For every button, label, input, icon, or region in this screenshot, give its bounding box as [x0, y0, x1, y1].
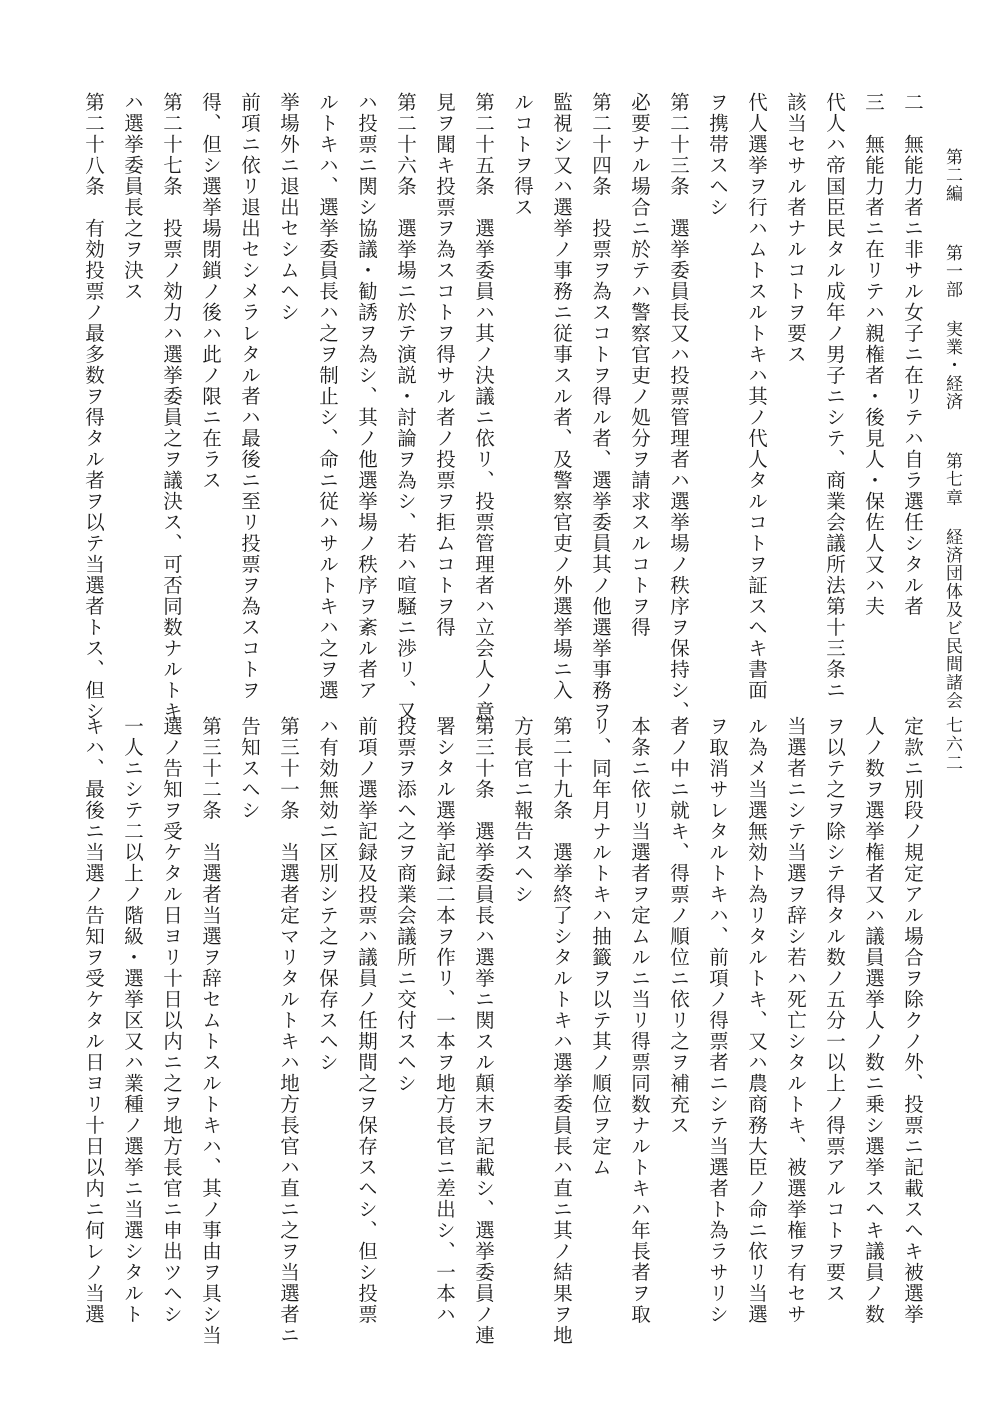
- text-column: 見ヲ聞キ投票ヲ為スコトヲ得サル者ノ投票ヲ拒ムコトヲ得: [433, 92, 456, 638]
- text-column: 前項ノ選挙記録及投票ハ議員ノ任期間之ヲ保存スヘシ、但シ投票: [355, 716, 378, 1325]
- text-column: 一人ニシテ二以上ノ階級・選挙区又ハ業種ノ選挙ニ当選シタルト: [121, 716, 144, 1325]
- text-column: ヲ取消サレタルトキハ、前項ノ得票者ニシテ当選者ト為ラサリシ: [706, 716, 729, 1325]
- text-column: 第三十一条 当選者定マリタルトキハ地方長官ハ直ニ之ヲ当選者ニ: [277, 716, 300, 1346]
- text-column: 監視シ又ハ選挙ノ事務ニ従事スル者、及警察官吏ノ外選挙場ニ入: [550, 92, 573, 701]
- page-number: 七六二: [942, 716, 962, 773]
- text-column: 第三十二条 当選者当選ヲ辞セムトスルトキハ、其ノ事由ヲ具シ当: [199, 716, 222, 1346]
- header-part: 第二編: [942, 148, 962, 203]
- text-column: ルコトヲ得ス: [511, 92, 534, 218]
- text-column: 第二十三条 選挙委員長又ハ投票管理者ハ選挙場ノ秩序ヲ保持シ、: [667, 92, 690, 722]
- text-column: 該当セサル者ナルコトヲ要ス: [784, 92, 807, 365]
- text-column: 定款ニ別段ノ規定アル場合ヲ除クノ外、投票ニ記載スヘキ被選挙: [901, 716, 924, 1325]
- text-column: 第二十六条 選挙場ニ於テ演説・討論ヲ為シ、若ハ喧騒ニ渉リ、又: [394, 92, 417, 722]
- text-column: 者ノ中ニ就キ、得票ノ順位ニ依リ之ヲ補充ス: [667, 716, 690, 1136]
- text-column: キハ、最後ニ当選ノ告知ヲ受ケタル日ヨリ十日以内ニ何レノ当選: [82, 716, 105, 1325]
- text-column: 第二十九条 選挙終了シタルトキハ選挙委員長ハ直ニ其ノ結果ヲ地: [550, 716, 573, 1346]
- text-column: 第三十条 選挙委員長ハ選挙ニ関スル顛末ヲ記載シ、選挙委員ノ連: [472, 716, 495, 1346]
- header-chapter: 第七章 経済団体及ビ民間諸会: [942, 451, 962, 710]
- text-column: 方長官ニ報告スヘシ: [511, 716, 534, 905]
- text-column: 前項ニ依リ退出セシメラレタル者ハ最後ニ至リ投票ヲ為スコトヲ: [238, 92, 261, 701]
- text-column: 第二十八条 有効投票ノ最多数ヲ得タル者ヲ以テ当選者トス、但シ: [82, 92, 105, 722]
- text-column: ハ有効無効ニ区別シテ之ヲ保存スヘシ: [316, 716, 339, 1073]
- text-column: 本条ニ依リ当選者ヲ定ムルニ当リ得票同数ナルトキハ年長者ヲ取: [628, 716, 651, 1325]
- running-header: [940, 148, 965, 730]
- text-column: 代人選挙ヲ行ハムトスルトキハ其ノ代人タルコトヲ証スヘキ書面: [745, 92, 768, 701]
- text-column: 得、但シ選挙場閉鎖ノ後ハ此ノ限ニ在ラス: [199, 92, 222, 491]
- text-column: 代人ハ帝国臣民タル成年ノ男子ニシテ、商業会議所法第十三条ニ: [823, 92, 846, 701]
- text-column: 必要ナル場合ニ於テハ警察官吏ノ処分ヲ請求スルコトヲ得: [628, 92, 651, 638]
- text-column: リ、同年月ナルトキハ抽籤ヲ以テ其ノ順位ヲ定ム: [589, 716, 612, 1178]
- text-column: ハ投票ニ関シ協議・勧誘ヲ為シ、其ノ他選挙場ノ秩序ヲ紊ル者ア: [355, 92, 378, 701]
- text-column: 署シタル選挙記録二本ヲ作リ、一本ヲ地方長官ニ差出シ、一本ハ: [433, 716, 456, 1325]
- text-column: ヲ以テ之ヲ除シテ得タル数ノ五分一以上ノ得票アルコトヲ要ス: [823, 716, 846, 1304]
- text-column: ヲ携帯スヘシ: [706, 92, 729, 218]
- text-column: 当選者ニシテ当選ヲ辞シ若ハ死亡シタルトキ、被選挙権ヲ有セサ: [784, 716, 807, 1325]
- text-column: 選ノ告知ヲ受ケタル日ヨリ十日以内ニ之ヲ地方長官ニ申出ツヘシ: [160, 716, 183, 1325]
- text-column: ハ選挙委員長之ヲ決ス: [121, 92, 144, 302]
- text-column: 二 無能力者ニ非サル女子ニ在リテハ自ラ選任シタル者: [901, 92, 924, 617]
- text-column: 三 無能力者ニ在リテハ親権者・後見人・保佐人又ハ夫: [862, 92, 885, 617]
- text-column: 挙場外ニ退出セシムヘシ: [277, 92, 300, 323]
- text-column: 第二十五条 選挙委員ハ其ノ決議ニ依リ、投票管理者ハ立会人ノ意: [472, 92, 495, 722]
- text-column: 人ノ数ヲ選挙権者又ハ議員選挙人ノ数ニ乗シ選挙スヘキ議員ノ数: [862, 716, 885, 1325]
- text-column: 告知スヘシ: [238, 716, 261, 821]
- text-column: ル為メ当選無効ト為リタルトキ、又ハ農商務大臣ノ命ニ依リ当選: [745, 716, 768, 1325]
- header-section: 第一部 実業・経済: [942, 243, 962, 411]
- text-column: 第二十四条 投票ヲ為スコトヲ得ル者、選挙委員其ノ他選挙事務ヲ: [589, 92, 612, 722]
- text-column: 第二十七条 投票ノ効力ハ選挙委員之ヲ議決ス、可否同数ナルトキ: [160, 92, 183, 722]
- text-column: ルトキハ、選挙委員長ハ之ヲ制止シ、命ニ従ハサルトキハ之ヲ選: [316, 92, 339, 701]
- text-column: 投票ヲ添ヘ之ヲ商業会議所ニ交付スヘシ: [394, 716, 417, 1094]
